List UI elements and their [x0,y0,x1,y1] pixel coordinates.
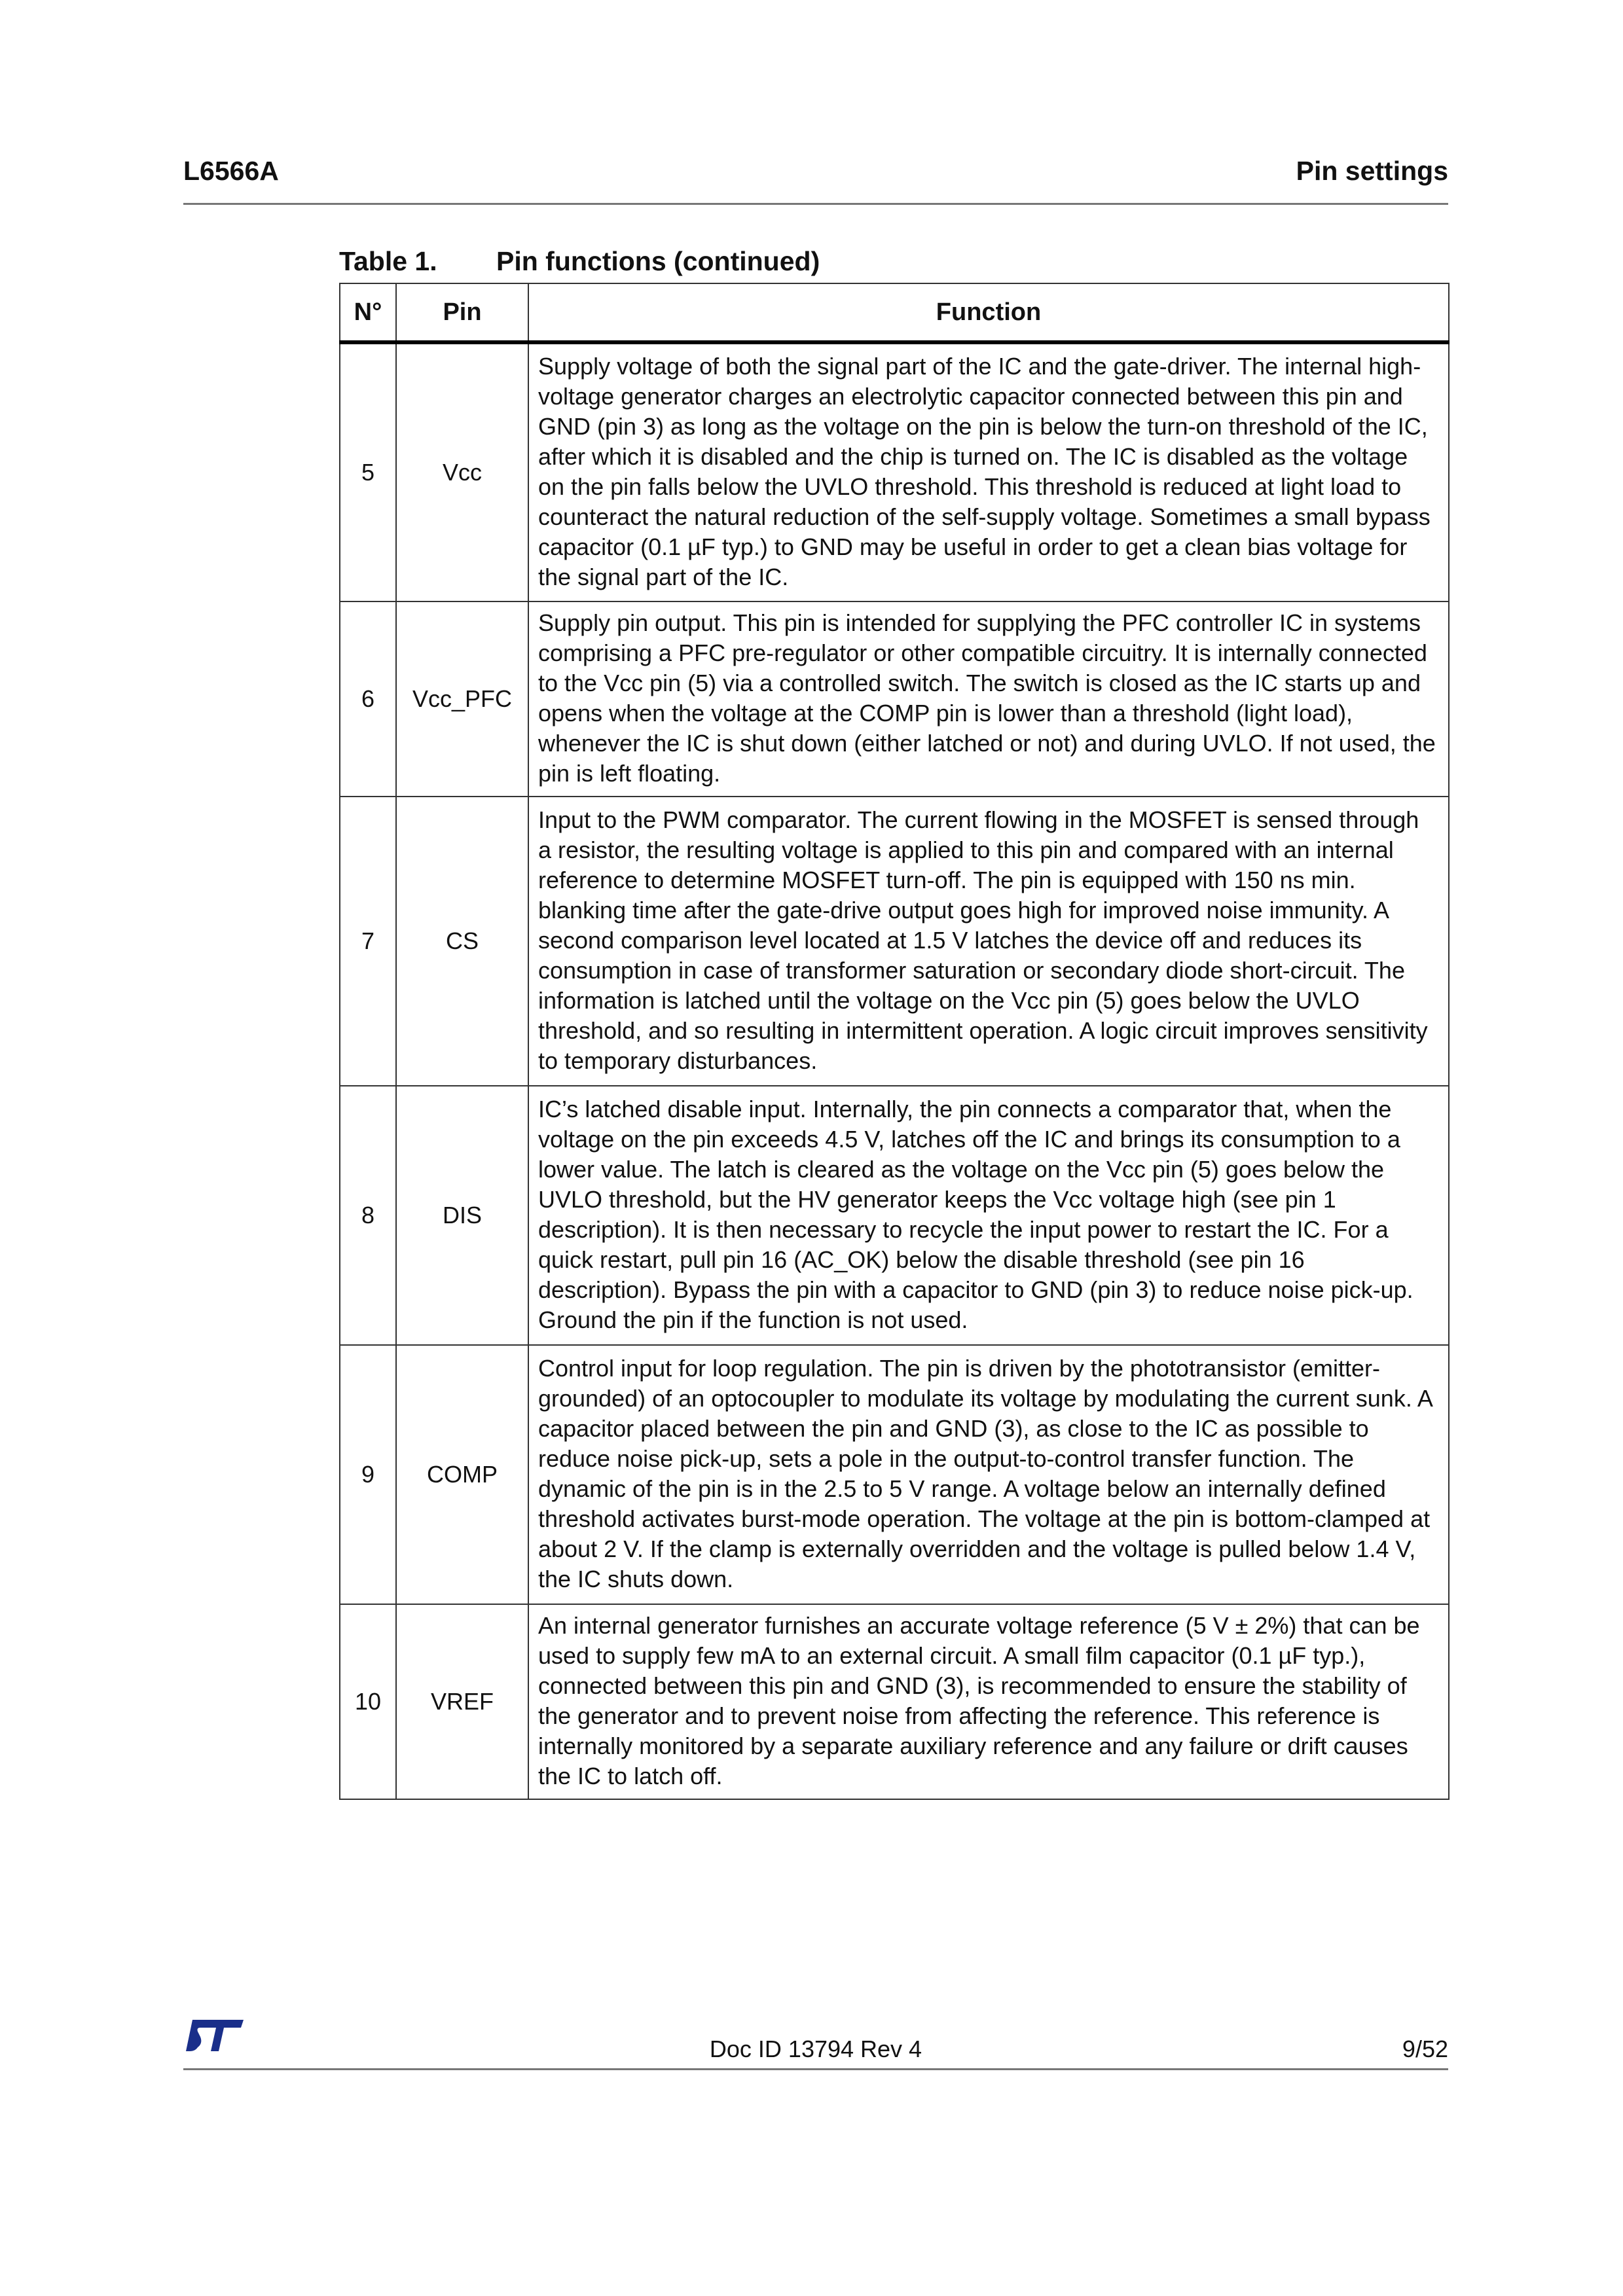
pin-function: An internal generator furnishes an accurate voltage reference (5 V ± 2%) that can be used to supply few mA to an external circuit. A small film capacitor (0.1 µF typ.), connected between this pin and GND (3), is recommended to ensure the stability of the generator and to prevent noise from affecting the reference. This reference is internally monitored by a separate auxiliary reference and any failure or drift causes the IC to latch off. [528,1604,1449,1799]
pin-function: Supply voltage of both the signal part of the IC and the gate-driver. The internal high-voltage generator charges an electrolytic capacitor connected between this pin and GND (pin 3) as long as the voltage on the pin is below the turn-on threshold of the IC, after which it is disabled and the chip is turned on. The IC is disabled as the voltage on the pin falls below the UVLO threshold. This threshold is reduced at light load to counteract the natural reduction of the self-supply voltage. Sometimes a small bypass capacitor (0.1 µF typ.) to GND may be useful in order to get a clean bias voltage for the signal part of the IC. [528,342,1449,601]
table-row [340,1086,1449,1345]
table-row [340,601,1449,797]
section-title: Pin settings [1296,156,1448,186]
pin-name: CS [396,797,528,1086]
pin-function: Input to the PWM comparator. The current flowing in the MOSFET is sensed through a resistor, the resulting voltage is applied to this pin and compared with an internal reference to determine MOSFET turn-off. The pin is equipped with 150 ns min. blanking time after the gate-drive output goes high for improved noise immunity. A second comparison level located at 1.5 V latches the device off and reduces its consumption in case of transformer saturation or secondary diode short-circuit. The information is latched until the voltage on the Vcc pin (5) goes below the UVLO threshold, and so resulting in intermittent operation. A logic circuit improves sensitivity to temporary disturbances. [528,797,1449,1086]
doc-id: Doc ID 13794 Rev 4 [709,2036,922,2062]
pin-function: IC’s latched disable input. Internally, the pin connects a comparator that, when the voltage on the pin exceeds 4.5 V, latches off the IC and brings its consumption to a lower value. The latch is cleared as the voltage on the Vcc pin (5) goes below the UVLO threshold, but the HV generator keeps the Vcc voltage high (see pin 1 description). It is then necessary to recycle the input power to restart the IC. For a quick restart, pull pin 16 (AC_OK) below the disable threshold (see pin 16 description). Bypass the pin with a capacitor to GND (pin 3) to reduce noise pick-up. Ground the pin if the function is not used. [528,1086,1449,1345]
page-header [183,156,1448,205]
page-footer [183,2003,1448,2070]
table-row [340,342,1449,601]
pin-function: Control input for loop regulation. The pin is driven by the phototransistor (emitter-grounded) of an optocoupler to modulate its voltage by modulating the current sunk. A capacitor placed between the pin and GND (3), as close to the IC as possible to reduce noise pick-up, sets a pole in the output-to-control transfer function. The dynamic of the pin is in the 2.5 to 5 V range. A voltage below an internally defined threshold activates burst-mode operation. The voltage at the pin is bottom-clamped at about 2 V. If the clamp is externally overridden and the voltage is pulled below 1.4 V, the IC shuts down. [528,1345,1449,1604]
column-header-number: N° [340,283,396,342]
page-number: 9/52 [1402,2036,1448,2062]
pin-functions-table [339,283,1450,1800]
table-row [340,1604,1449,1799]
pin-name: DIS [396,1086,528,1345]
pin-number: 5 [340,342,396,601]
table-row [340,797,1449,1086]
pin-name: Vcc_PFC [396,601,528,797]
pin-name: COMP [396,1345,528,1604]
pin-name: VREF [396,1604,528,1799]
pin-number: 7 [340,797,396,1086]
pin-number: 6 [340,601,396,797]
table-title: Pin functions (continued) [496,246,820,276]
pin-name: Vcc [396,342,528,601]
pin-number: 10 [340,1604,396,1799]
column-header-function: Function [528,283,1449,342]
table-caption [339,246,820,277]
table-header-row [340,283,1449,342]
table-number: Table 1. [339,246,437,276]
column-header-pin: Pin [396,283,528,342]
doc-part-number: L6566A [183,156,279,186]
pin-function: Supply pin output. This pin is intended for supplying the PFC controller IC in systems comprising a PFC pre-regulator or other compatible circuitry. It is internally connected to the Vcc pin (5) via a controlled switch. The switch is closed as the IC starts up and opens when the voltage at the COMP pin is lower than a threshold (light load), whenever the IC is shut down (either latched or not) and during UVLO. If not used, the pin is left floating. [528,601,1449,797]
pin-number: 9 [340,1345,396,1604]
pin-number: 8 [340,1086,396,1345]
table-row [340,1345,1449,1604]
